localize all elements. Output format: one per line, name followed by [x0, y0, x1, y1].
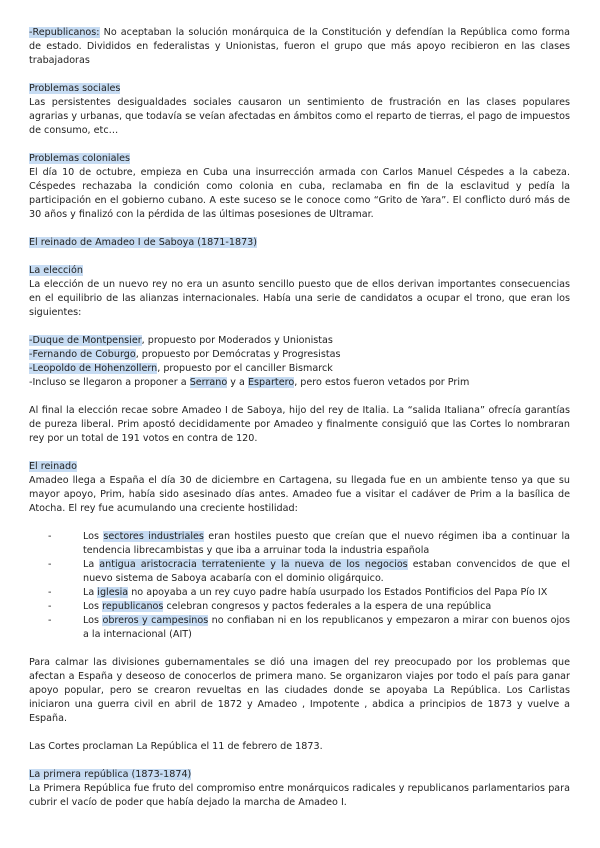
candidate-detail: , propuesto por Moderados y Unionistas: [141, 335, 333, 346]
republicanos-label: -Republicanos:: [29, 27, 100, 38]
reinado-text: Amadeo llega a España el día 30 de diciembre en Cartagena, su llegada fue en un ambiente tenso ya que su mayor apoyo, Prim, había sido asesinado días antes. Amadeo fue a visitar el cadáver de Prim a la basílica de Atocha. El rey fue acumulando una creciente hostilidad:: [29, 475, 570, 514]
list-item: - Los republicanos celebran congresos y pactos federales a la espera de una república: [29, 600, 570, 614]
section-heading-reinado: [29, 460, 570, 474]
candidate-detail: , propuesto por el canciller Bismarck: [157, 363, 333, 374]
section-heading-problemas-coloniales: [29, 152, 570, 166]
list-item: - Los obreros y campesinos no confiaban ni en los republicanos y empezaron a mirar con buenos ojos a la internacional (AIT): [29, 614, 570, 642]
candidate-line: [29, 334, 570, 348]
eleccion-final-text: Al final la elección recae sobre Amadeo I de Saboya, hijo del rey de Italia. La “salida Italiana” ofrecía garantías de pureza liberal. Prim apostó decididamente por Amadeo y finalmente consiguió que las Cortes lo nombraran rey por un total de 191 votos en contra de 120.: [29, 405, 570, 444]
hostility-list: [29, 530, 570, 642]
eleccion-text: La elección de un nuevo rey no era un asunto sencillo puesto que de ellos derivan importantes consecuencias en el equilibrio de las alianzas internacionales. Había una serie de candidatos a ocupar el trono, que eran los siguientes:: [29, 279, 570, 318]
candidate-name-serrano: Serrano: [189, 377, 228, 388]
section-heading-problemas-sociales: [29, 82, 570, 96]
candidate-text: -Incluso se llegaron a proponer a: [29, 377, 190, 388]
candidate-name: -Leopoldo de Hohenzollern: [29, 363, 158, 374]
calmar-text: Para calmar las divisiones gubernamentales se dió una imagen del rey preocupado por los problemas que afectan a España y deseoso de conocerlos de primera mano. Se organizaron viajes por todo el país para ganar apoyo popular, pero se crearon revueltas en las ciudades donde se apoyaba La República. Los Carlistas iniciaron una guerra civil en abril de 1872 y Amadeo , Impotente , abdica a principios de 1873 y vuelve a España.: [29, 657, 570, 724]
candidate-name: -Duque de Montpensier: [29, 335, 142, 346]
candidate-line: [29, 362, 570, 376]
candidate-name: -Fernando de Coburgo: [29, 349, 136, 360]
heading-text: El reinado: [29, 461, 77, 472]
problemas-coloniales-text: El día 10 de octubre, empieza en Cuba una insurrección armada con Carlos Manuel Céspedes a la cabeza. Céspedes rechazaba la condición como colonia en cuba, reclamaba en fin de la esclavitud y pedía la participación en el gobierno cubano. A este suceso se le conoce como “Grito de Yara”. El conflicto duró más de 30 años y finalizó con la pérdida de las últimas posesiones de Ultramar.: [29, 167, 570, 220]
candidate-line: [29, 348, 570, 362]
list-item: - La antigua aristocracia terrateniente y la nueva de los negocios estaban convencidos de que el nuevo sistema de Saboya acabaría con el dominio oligárquico.: [29, 558, 570, 586]
section-heading-primera-republica: [29, 768, 570, 782]
heading-text: Problemas coloniales: [29, 153, 131, 164]
highlighted-term: obreros y campesinos: [102, 615, 209, 626]
heading-text: La elección: [29, 265, 83, 276]
list-item: - La iglesia no apoyaba a un rey cuyo padre había usurpado los Estados Pontificios del Papa Pío IX: [29, 586, 570, 600]
candidate-name-espartero: Espartero: [247, 377, 295, 388]
candidate-text: y a: [227, 377, 248, 388]
problemas-sociales-text: Las persistentes desigualdades sociales causaron un sentimiento de frustración en las clases populares agrarias y urbanas, que todavía se veían afectadas en ámbitos como el reparto de tierras, el pago de impuestos de consumo, etc…: [29, 97, 570, 136]
candidate-detail: , propuesto por Demócratas y Progresistas: [135, 349, 341, 360]
candidate-line-vetoed: [29, 376, 570, 390]
section-heading-eleccion: [29, 264, 570, 278]
republicanos-paragraph: [29, 26, 570, 68]
section-heading-reinado-amadeo: [29, 236, 570, 250]
highlighted-term: antigua aristocracia terrateniente y la nueva de los negocios: [99, 559, 408, 570]
highlighted-term: sectores industriales: [103, 531, 204, 542]
candidate-text: , pero estos fueron vetados por Prim: [294, 377, 470, 388]
highlighted-term: iglesia: [97, 587, 129, 598]
highlighted-term: republicanos: [102, 601, 164, 612]
cortes-text: Las Cortes proclaman La República el 11 de febrero de 1873.: [29, 741, 323, 752]
heading-text: El reinado de Amadeo I de Saboya (1871-1873): [29, 237, 258, 248]
republicanos-text: No aceptaban la solución monárquica de la Constitución y defendían la República como forma de estado. Divididos en federalistas y Unionistas, fueron el grupo que más apoyo recibieron en las clases trabajadoras: [29, 27, 570, 66]
heading-text: La primera república (1873-1874): [29, 769, 192, 780]
primera-republica-text: La Primera República fue fruto del compromiso entre monárquicos radicales y republicanos parlamentarios para cubrir el vacío de poder que había dejado la marcha de Amadeo I.: [29, 783, 570, 808]
heading-text: Problemas sociales: [29, 83, 121, 94]
list-item: - Los sectores industriales eran hostiles puesto que creían que el nuevo régimen iba a continuar la tendencia librecambistas y que iba a arruinar toda la industria española: [29, 530, 570, 558]
